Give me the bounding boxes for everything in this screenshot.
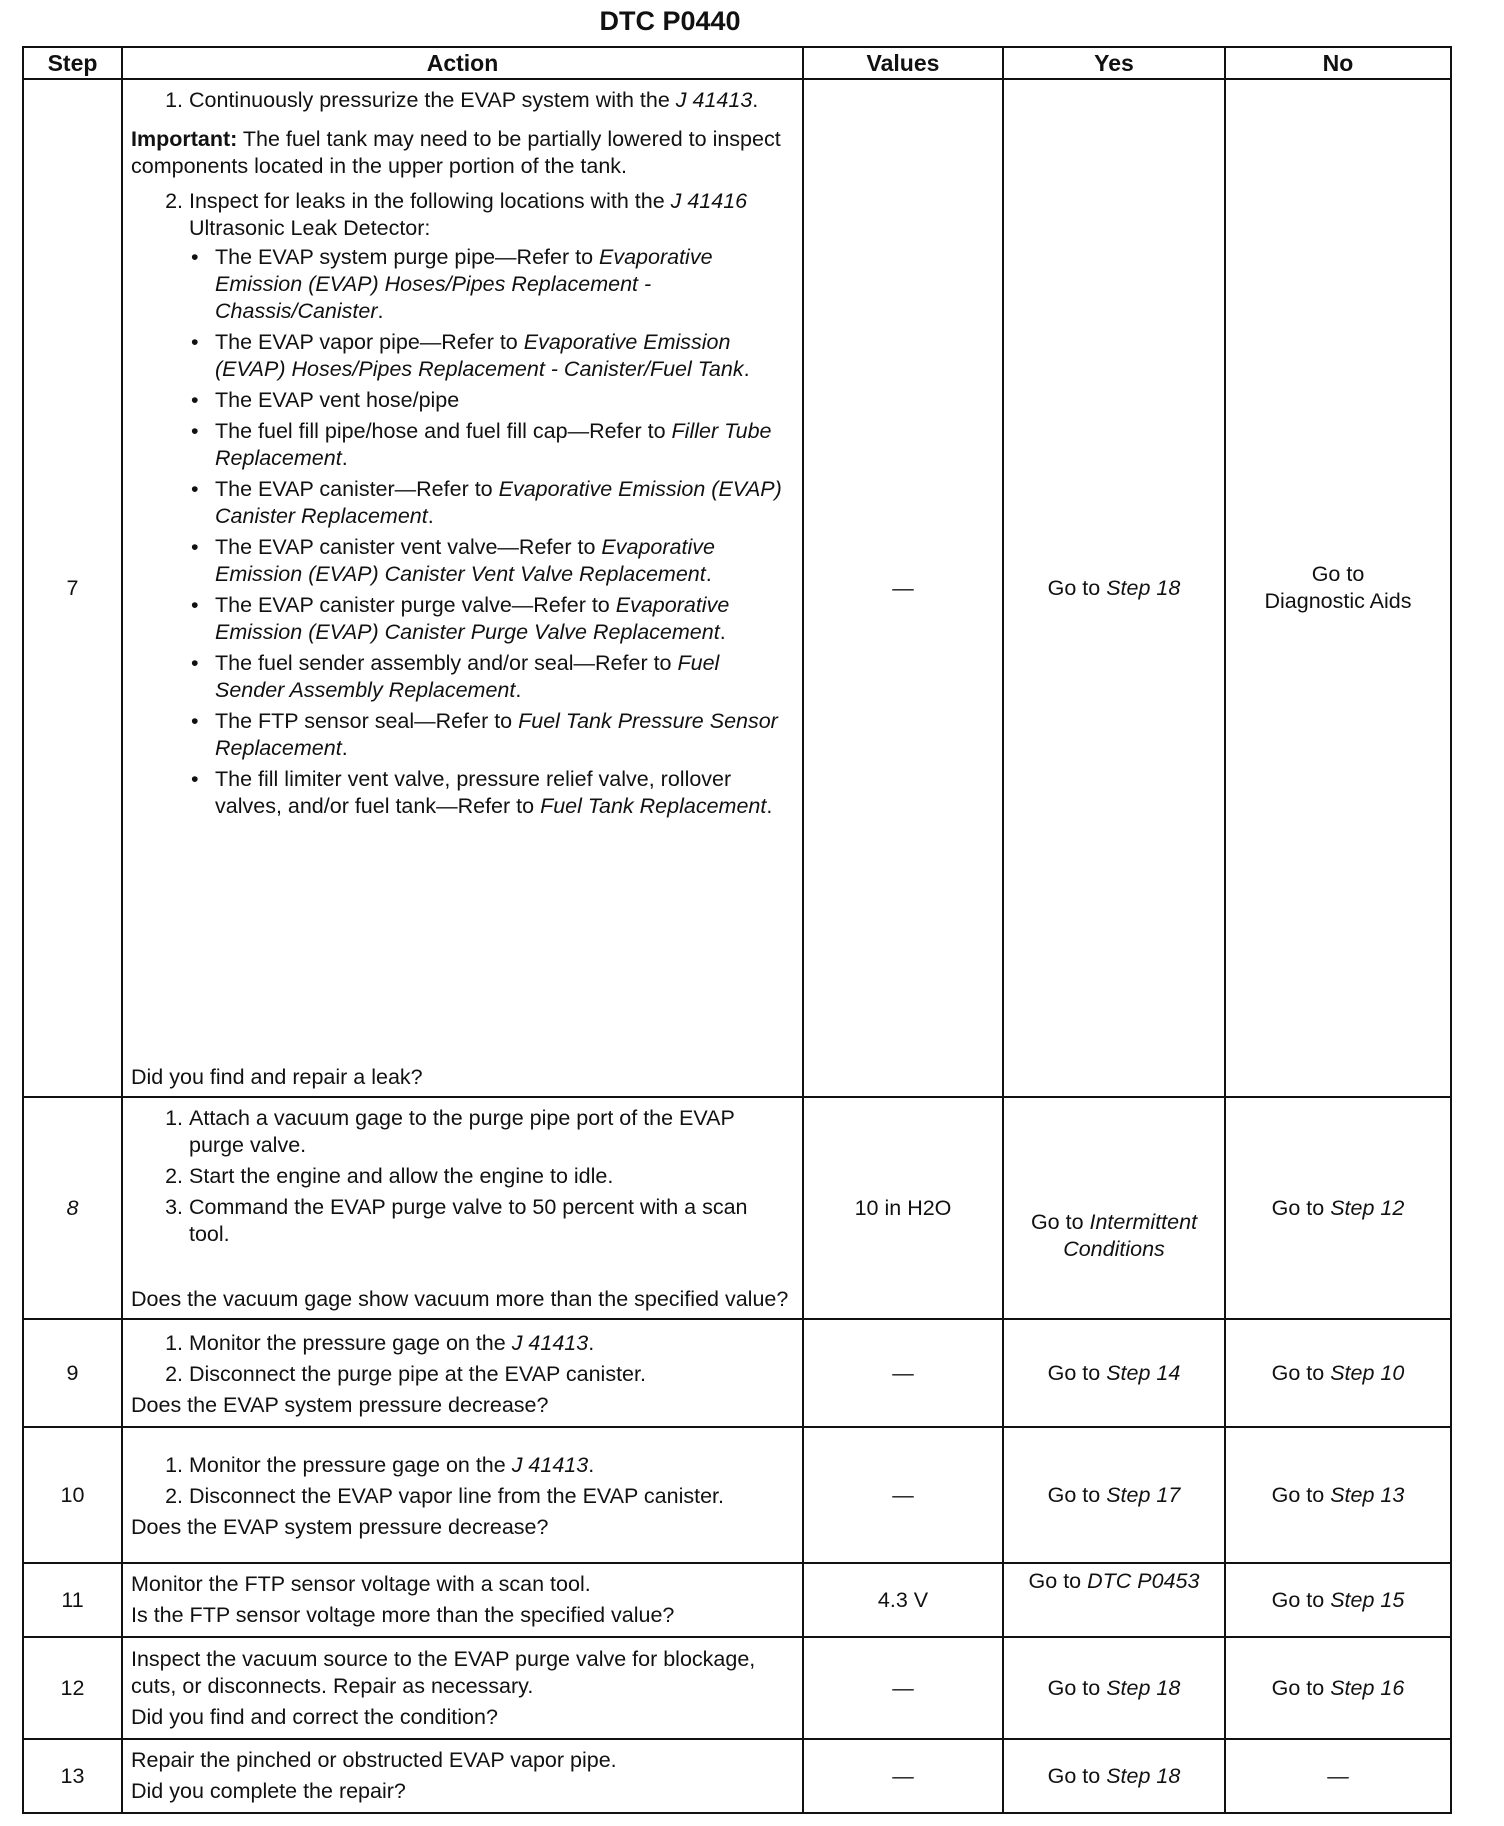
no-cell: Go to Step 12 xyxy=(1225,1097,1451,1319)
values-cell: — xyxy=(803,1427,1003,1563)
action-item: 2. Inspect for leaks in the following locations with the J 41416 Ultrasonic Leak Detector: • The EVAP system purge pipe—Refer to Evaporative Emission (EVAP) Hoses/Pipes Replacement - Chassis/Canister. • The EVAP vapor pipe—Refer to Evaporative Emission (EVAP) Hoses/Pipes Replacement - Canister/Fuel Tank. • The EVAP vent hose/pipe • The fuel fill pipe/hose and fuel fill cap—Refer to Filler Tube Replacement. • The EVAP canister—Refer to Evaporative Emission (EVAP) Canister Replacement. • The EVAP canister vent valve—Refer to Evaporative Emission (EVAP) Canister Vent Valve Replacement. • The EVAP canister purge valve—Refer to Evaporative Emission (EVAP) Canister Purge Valve Replacement. • The fuel sender assembly and/or seal—Refer to Fuel Sender Assembly Replacement. • The FTP sensor seal—Refer to Fuel Tank Pressure Sensor Replacement. • The fill limiter vent valve, pressure relief valve, rollover valves, and/or fuel tank—Refer to Fuel Tank Replacement. xyxy=(189,188,794,820)
action-cell xyxy=(122,1563,803,1637)
step-number: 12 xyxy=(23,1637,122,1739)
no-cell: — xyxy=(1225,1739,1451,1813)
action-cell xyxy=(122,1739,803,1813)
action-item: 1. Monitor the pressure gage on the J 41413. xyxy=(189,1330,794,1357)
header-step: Step xyxy=(23,47,122,79)
step-question: Does the EVAP system pressure decrease? xyxy=(131,1392,549,1417)
action-text: Repair the pinched or obstructed EVAP vapor pipe. xyxy=(131,1748,617,1772)
table-row-step-11 xyxy=(23,1563,1451,1637)
yes-cell: Go to Step 18 xyxy=(1003,1739,1225,1813)
no-cell: Go to Step 16 xyxy=(1225,1637,1451,1739)
action-cell xyxy=(122,1097,803,1319)
step-question: Is the FTP sensor voltage more than the specified value? xyxy=(131,1603,675,1627)
important-note: Important: The fuel tank may need to be partially lowered to inspect components located in the upper portion of the tank. xyxy=(131,127,781,178)
values-cell: — xyxy=(803,1637,1003,1739)
list-item: • The fuel fill pipe/hose and fuel fill cap—Refer to Filler Tube Replacement. xyxy=(191,419,772,470)
diagnostic-table xyxy=(22,46,1452,1814)
step-number: 7 xyxy=(23,79,122,1097)
action-cell xyxy=(122,1637,803,1739)
list-item: • The EVAP canister—Refer to Evaporative Emission (EVAP) Canister Replacement. xyxy=(191,477,782,528)
header-values: Values xyxy=(803,47,1003,79)
action-item: 2. Start the engine and allow the engine to idle. xyxy=(189,1163,794,1190)
values-cell: — xyxy=(803,1319,1003,1427)
list-item: • The EVAP system purge pipe—Refer to Evaporative Emission (EVAP) Hoses/Pipes Replacement - Chassis/Canister. xyxy=(191,245,713,323)
list-item: • The EVAP vapor pipe—Refer to Evaporative Emission (EVAP) Hoses/Pipes Replacement - Canister/Fuel Tank. xyxy=(191,330,750,381)
table-row-step-12 xyxy=(23,1637,1451,1739)
no-cell: Go to Step 13 xyxy=(1225,1427,1451,1563)
list-item: • The fill limiter vent valve, pressure relief valve, rollover valves, and/or fuel tank—Refer to Fuel Tank Replacement. xyxy=(191,767,773,818)
action-cell xyxy=(122,1427,803,1563)
values-cell: 4.3 V xyxy=(803,1563,1003,1637)
yes-cell: Go to Step 18 xyxy=(1003,1637,1225,1739)
table-row-step-13 xyxy=(23,1739,1451,1813)
list-item: • The EVAP vent hose/pipe xyxy=(191,388,460,412)
step-question: Does the vacuum gage show vacuum more than the specified value? xyxy=(131,1287,789,1311)
header-no: No xyxy=(1225,47,1451,79)
list-item: • The FTP sensor seal—Refer to Fuel Tank Pressure Sensor Replacement. xyxy=(191,709,778,760)
action-text: Monitor the FTP sensor voltage with a scan tool. xyxy=(131,1572,591,1596)
action-cell xyxy=(122,79,803,1097)
yes-cell: Go to DTC P0453 xyxy=(1003,1563,1225,1637)
action-item: 2. Disconnect the EVAP vapor line from the EVAP canister. xyxy=(189,1483,794,1510)
table-row-step-10 xyxy=(23,1427,1451,1563)
action-item: 1. Attach a vacuum gage to the purge pipe port of the EVAP purge valve. xyxy=(189,1105,794,1159)
table-row-step-9 xyxy=(23,1319,1451,1427)
step-question: Did you find and repair a leak? xyxy=(131,1065,423,1089)
action-item: 2. Disconnect the purge pipe at the EVAP canister. xyxy=(189,1361,794,1388)
yes-cell: Go to Intermittent Conditions xyxy=(1003,1097,1225,1319)
action-cell xyxy=(122,1319,803,1427)
no-cell: Go to Step 10 xyxy=(1225,1319,1451,1427)
list-item: • The EVAP canister vent valve—Refer to Evaporative Emission (EVAP) Canister Vent Valve Replacement. xyxy=(191,535,715,586)
step-number: 8 xyxy=(23,1097,122,1319)
step-question: Did you find and correct the condition? xyxy=(131,1704,498,1729)
step-question: Did you complete the repair? xyxy=(131,1779,406,1803)
values-cell: — xyxy=(803,1739,1003,1813)
step-question: Does the EVAP system pressure decrease? xyxy=(131,1514,549,1539)
yes-cell: Go to Step 17 xyxy=(1003,1427,1225,1563)
page-title: DTC P0440 xyxy=(599,6,741,36)
action-item: 3. Command the EVAP purge valve to 50 percent with a scan tool. xyxy=(189,1194,794,1248)
values-cell: 10 in H2O xyxy=(803,1097,1003,1319)
header-yes: Yes xyxy=(1003,47,1225,79)
no-cell: Go to Diagnostic Aids xyxy=(1225,79,1451,1097)
list-item: • The fuel sender assembly and/or seal—Refer to Fuel Sender Assembly Replacement. xyxy=(191,651,720,702)
header-action: Action xyxy=(122,47,803,79)
step-number: 11 xyxy=(23,1563,122,1637)
step-number: 10 xyxy=(23,1427,122,1563)
no-cell: Go to Step 15 xyxy=(1225,1563,1451,1637)
step-number: 9 xyxy=(23,1319,122,1427)
table-row-step-7 xyxy=(23,79,1451,1097)
step-number: 13 xyxy=(23,1739,122,1813)
yes-cell: Go to Step 14 xyxy=(1003,1319,1225,1427)
inspection-locations-list xyxy=(189,244,794,820)
values-cell: — xyxy=(803,79,1003,1097)
action-item: 1. Monitor the pressure gage on the J 41413. xyxy=(189,1452,794,1479)
table-row-step-8 xyxy=(23,1097,1451,1319)
yes-cell: Go to Step 18 xyxy=(1003,79,1225,1097)
action-text: Inspect the vacuum source to the EVAP purge valve for blockage, cuts, or disconnects. Repair as necessary. xyxy=(131,1646,756,1698)
list-item: • The EVAP canister purge valve—Refer to Evaporative Emission (EVAP) Canister Purge Valve Replacement. xyxy=(191,593,730,644)
header-row xyxy=(23,47,1451,79)
action-item: 1. Continuously pressurize the EVAP system with the J 41413. xyxy=(189,87,794,114)
